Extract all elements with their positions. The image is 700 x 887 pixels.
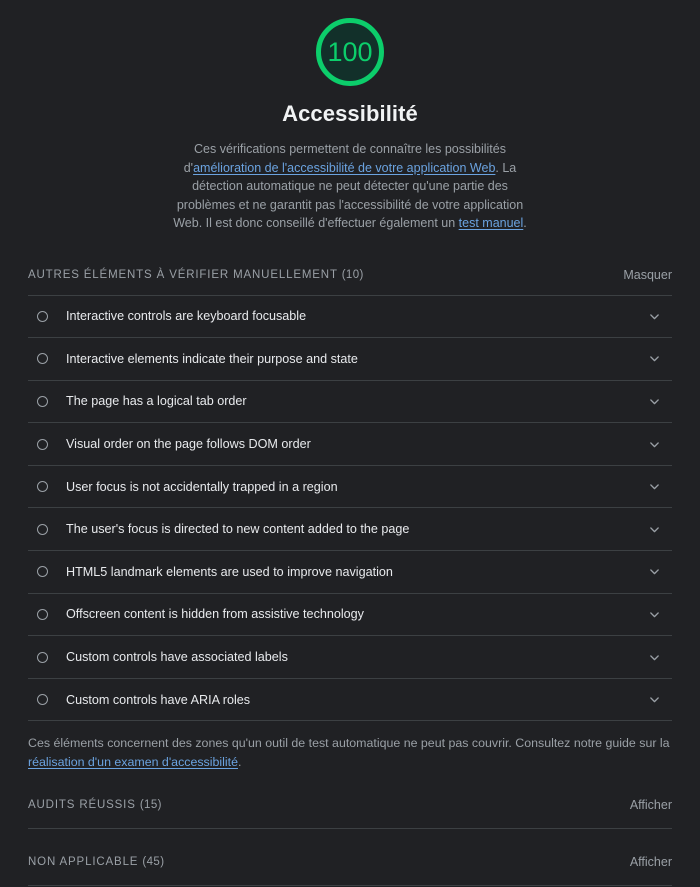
score-description-part2: . La détection automatique ne peut détecter qu'une partie des problèmes et ne garantit pas l'accessibilité de votre application Web. Il est donc conseillé d'effectuer également un <box>173 160 524 230</box>
circle-icon <box>37 609 48 620</box>
score-value: 100 <box>327 36 373 67</box>
audit-title: User focus is not accidentally trapped in a region <box>66 479 338 494</box>
manual-section-note <box>28 721 672 772</box>
chevron-down-icon[interactable] <box>649 524 660 535</box>
chevron-down-icon[interactable] <box>649 609 660 620</box>
circle-icon <box>37 566 48 577</box>
manual-section-toggle[interactable]: Masquer <box>623 267 672 282</box>
manual-section-title-wrap <box>28 269 364 281</box>
audit-title: Interactive controls are keyboard focusable <box>66 309 307 324</box>
notapplicable-audits-section <box>0 839 700 886</box>
audit-title: Interactive elements indicate their purpose and state <box>66 351 358 366</box>
score-header <box>0 0 700 255</box>
audit-title: Custom controls have associated labels <box>66 650 288 665</box>
circle-icon <box>37 311 48 322</box>
manual-test-link[interactable]: test manuel <box>458 216 524 230</box>
manual-audits-section <box>0 255 700 773</box>
chevron-down-icon[interactable] <box>649 311 660 322</box>
audit-title: Offscreen content is hidden from assistive technology <box>66 607 364 622</box>
notapplicable-section-header[interactable] <box>28 839 672 885</box>
chevron-down-icon[interactable] <box>649 396 660 407</box>
passed-section-header[interactable] <box>28 782 672 828</box>
passed-section-count: (15) <box>139 799 162 812</box>
score-gauge <box>316 18 384 86</box>
circle-icon <box>37 439 48 450</box>
audit-row[interactable] <box>28 296 672 339</box>
passed-section-toggle[interactable]: Afficher <box>629 798 672 813</box>
audit-row[interactable] <box>28 338 672 381</box>
audit-row[interactable] <box>28 636 672 679</box>
passed-section-divider <box>28 828 672 829</box>
audit-title: Visual order on the page follows DOM order <box>66 437 311 452</box>
passed-section-title-wrap <box>28 799 162 811</box>
audit-row[interactable] <box>28 551 672 594</box>
audit-row[interactable] <box>28 381 672 424</box>
manual-note-part2: . <box>237 755 242 770</box>
manual-audit-list <box>28 296 672 722</box>
chevron-down-icon[interactable] <box>649 652 660 663</box>
audit-row[interactable] <box>28 423 672 466</box>
manual-section-count: (10) <box>341 268 364 281</box>
audit-title: The page has a logical tab order <box>66 394 247 409</box>
notapplicable-section-toggle[interactable]: Afficher <box>629 855 672 870</box>
accessibility-review-guide-link[interactable]: réalisation d'un examen d'accessibilité <box>28 755 238 770</box>
notapplicable-section-divider <box>28 885 672 886</box>
manual-section-title: AUTRES ÉLÉMENTS À VÉRIFIER MANUELLEMENT <box>28 268 338 281</box>
score-description-part3: . <box>523 216 527 230</box>
chevron-down-icon[interactable] <box>649 694 660 705</box>
circle-icon <box>37 481 48 492</box>
score-description-part1: Ces vérifications permettent de connaître les possibilités d' <box>183 142 506 175</box>
audit-title: HTML5 landmark elements are used to improve navigation <box>66 564 393 579</box>
circle-icon <box>37 353 48 364</box>
notapplicable-section-count: (45) <box>142 856 165 869</box>
manual-note-part1: Ces éléments concernent des zones qu'un outil de test automatique ne peut pas couvrir. Consultez notre guide sur la <box>28 736 670 751</box>
audit-row[interactable] <box>28 466 672 509</box>
chevron-down-icon[interactable] <box>649 439 660 450</box>
chevron-down-icon[interactable] <box>649 566 660 577</box>
audit-row[interactable] <box>28 508 672 551</box>
circle-icon <box>37 396 48 407</box>
accessibility-improvement-link[interactable]: amélioration de l'accessibilité de votre application Web <box>193 160 496 175</box>
passed-audits-section <box>0 782 700 829</box>
score-gauge-wrap <box>0 18 700 86</box>
chevron-down-icon[interactable] <box>649 353 660 364</box>
score-description <box>162 140 538 233</box>
audit-row[interactable] <box>28 594 672 637</box>
circle-icon <box>37 524 48 535</box>
manual-section-header[interactable] <box>28 255 672 295</box>
circle-icon <box>37 694 48 705</box>
passed-section-title: AUDITS RÉUSSIS <box>28 799 136 812</box>
notapplicable-section-title-wrap <box>28 856 164 868</box>
audit-row[interactable] <box>28 679 672 722</box>
notapplicable-section-title: NON APPLICABLE <box>28 856 139 869</box>
audit-title: Custom controls have ARIA roles <box>66 692 251 707</box>
page-title: Accessibilité <box>282 101 418 126</box>
audit-title: The user's focus is directed to new content added to the page <box>66 522 410 537</box>
circle-icon <box>37 652 48 663</box>
chevron-down-icon[interactable] <box>649 481 660 492</box>
